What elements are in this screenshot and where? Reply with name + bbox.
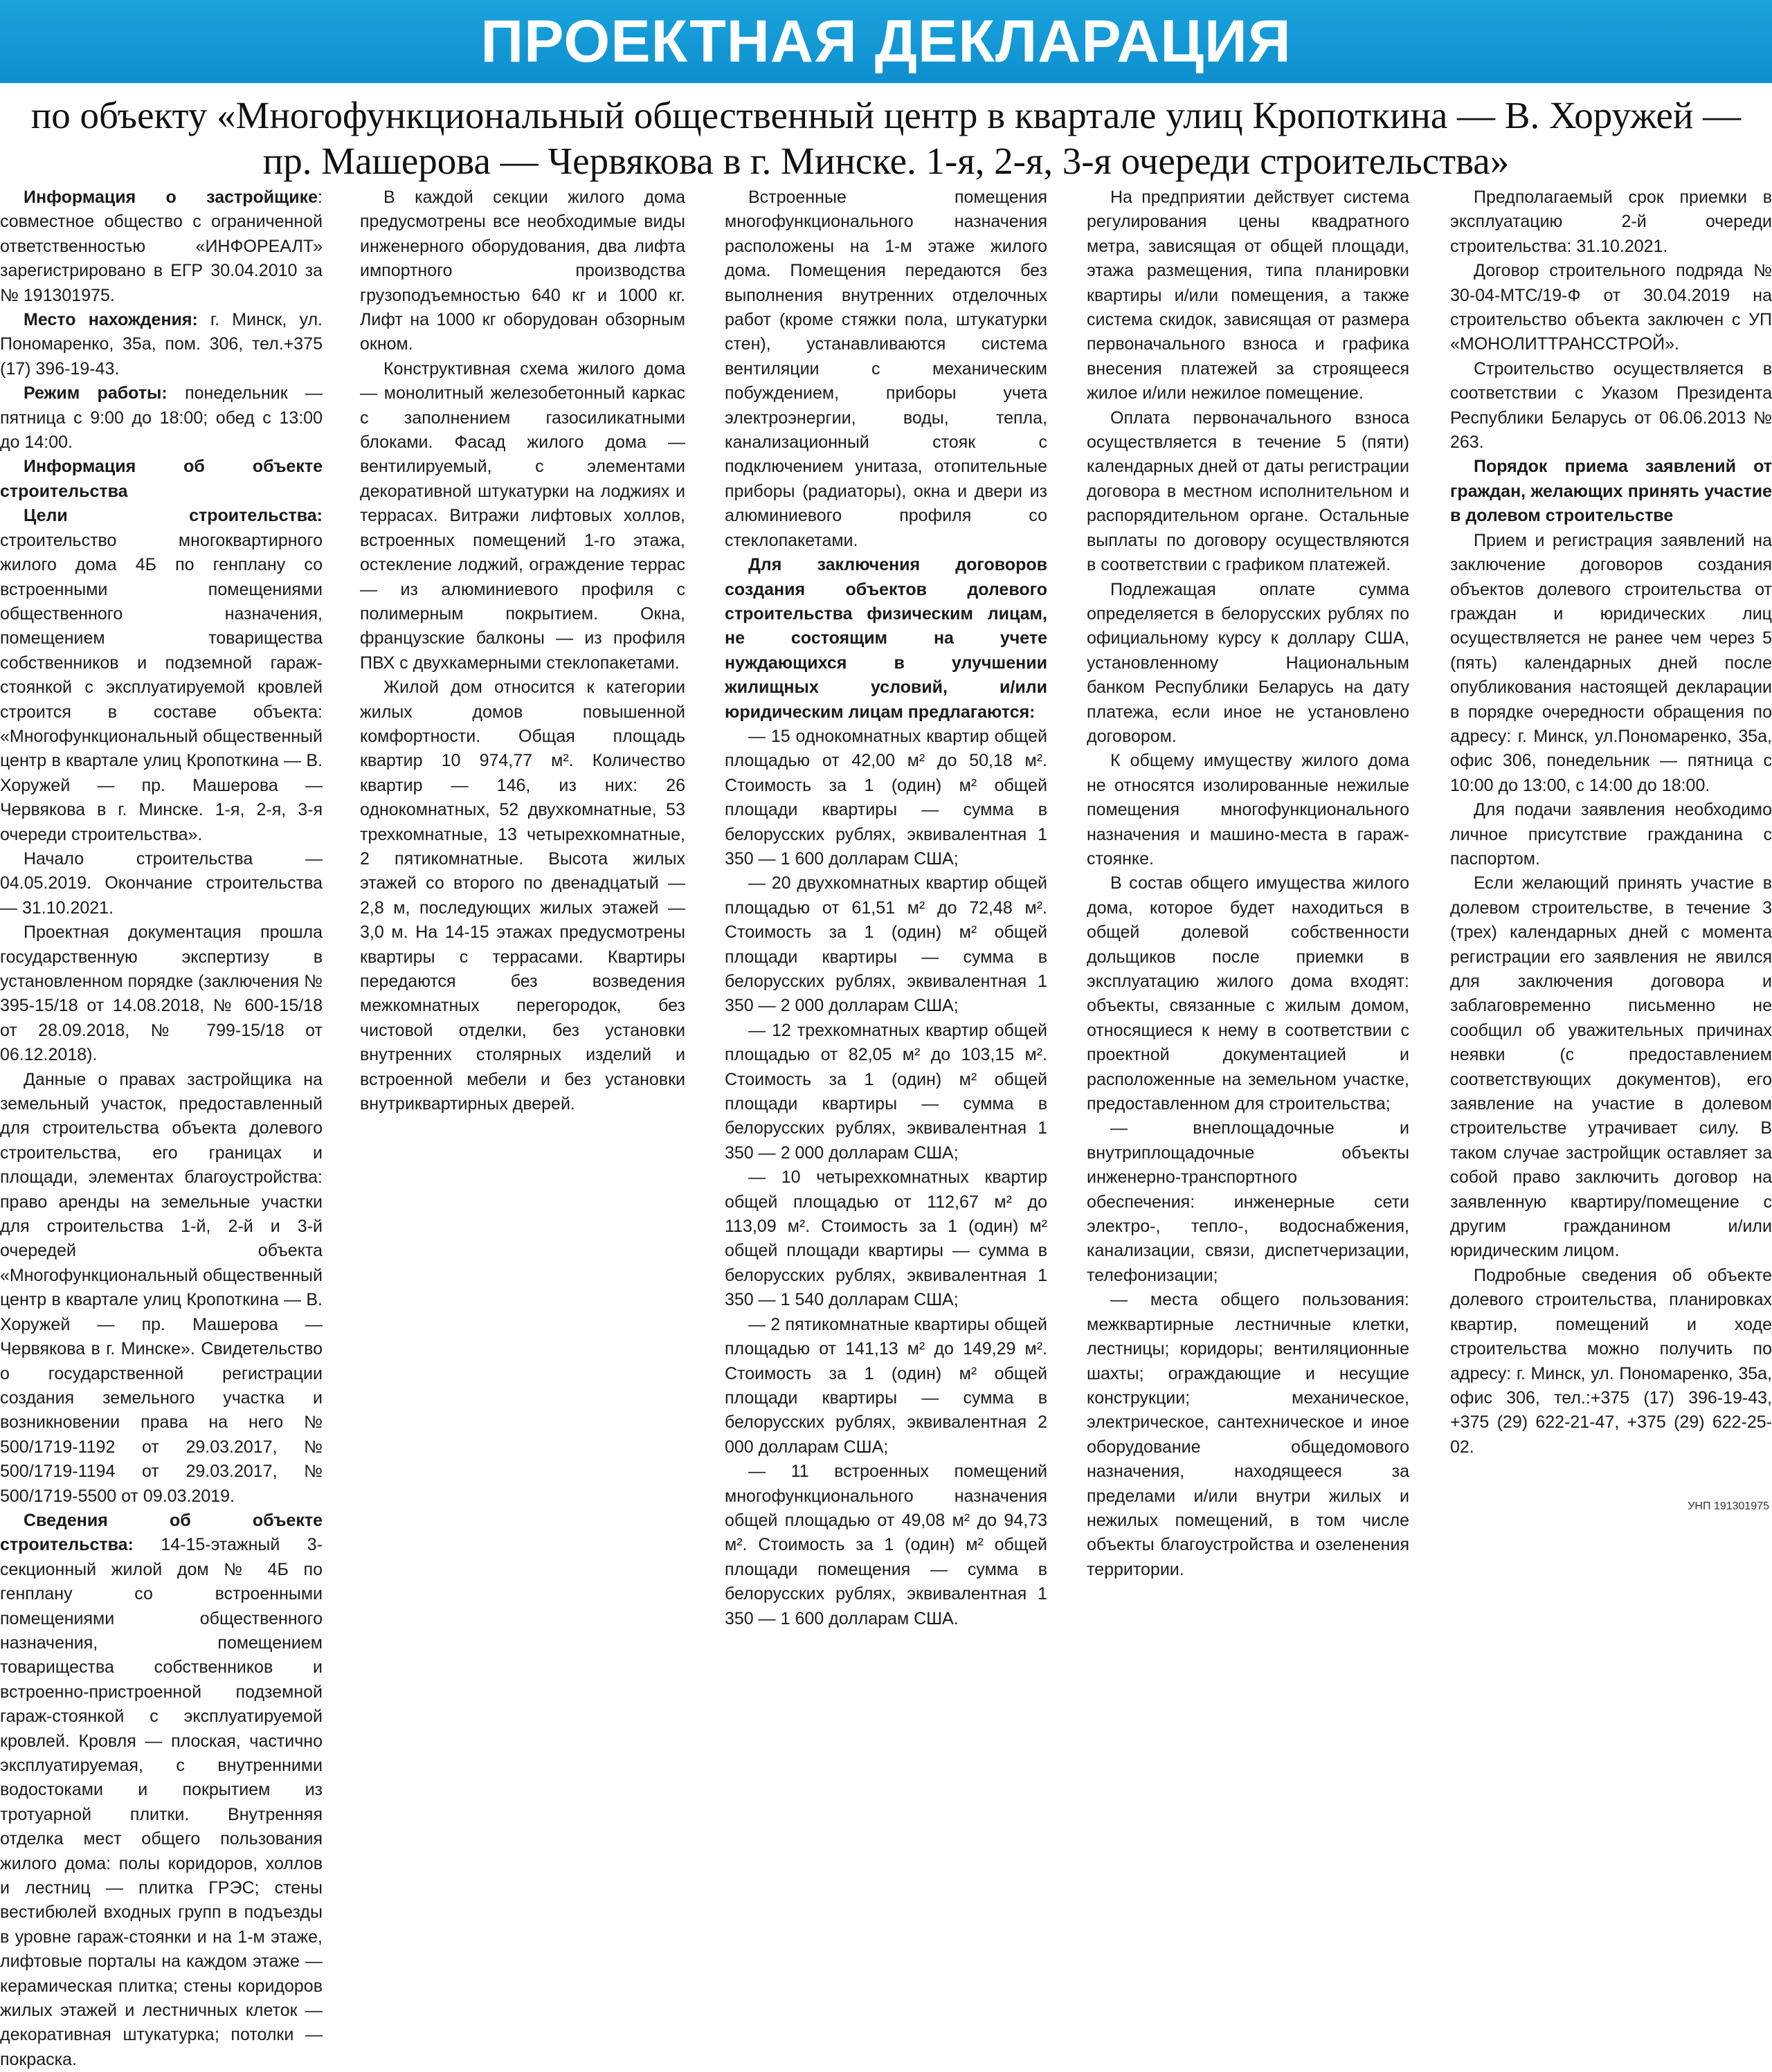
location-heading: Место нахождения: [24, 310, 198, 330]
personal-presence: Для подачи заявления необходимо личное присутствие гражданина с паспортом. [1450, 800, 1772, 869]
contact-details: Подробные сведения об объекте долевого строительства, планировках квартир, помещений и ходе строительства можно получить по адресу: г. Минск, ул. Пономаренко, 35а, офис 306, тел.:+375 (17) 396-19-43, +375 (29) 622-21-47, +375 (29) 622-25-02. [1450, 1265, 1772, 1457]
land-rights: Данные о правах застройщика на земельный участок, предоставленный для строительства объекта долевого строительства, его границах и площади, элементах благоустройства: право аренды на земельные участки для строительства 1-й, 2-й и 3-й очередей объекта «Многофункциональный общественный центр в квартале улиц Кропоткина — В. Хоружей — пр. Машерова — Червякова в г. Минске». Свидетельство о государственной регистрации создания земельного участка и возникновении права на него № 500/1719-1192 от 29.03.2017, № 500/1719-1194 от 29.03.2017, № 500/1719-5500 от 09.03.2019. [0, 1069, 323, 1506]
title-banner [0, 0, 1772, 83]
offer-premises: — 11 встроенных помещений многофункционального назначения общей площадью от 49,08 м² до 94,73 м². Стоимость за 1 (один) м² общей площади помещения — сумма в белорусских рублях, эквивалентная 1 350 — 1 600 долларам США. [725, 1462, 1047, 1628]
page-title: ПРОЕКТНАЯ ДЕКЛАРАЦИЯ [480, 8, 1292, 75]
offer-4-room: — 10 четырехкомнатных квартир общей площадью от 112,67 м² до 113,09 м². Стоимость за 1 (один) м² общей площади квартиры — сумма в белорусских рублях, эквивалентная 1 350 — 1 540 долларам США; [725, 1167, 1047, 1310]
developer-info-heading: Информация о застройщике [24, 188, 318, 207]
apartment-summary: Жилой дом относится к категории жилых домов повышенной комфортности. Общая площадь квартир 10 974,77 м². Количество квартир — 146, из них: 26 однокомнатных, 52 двухкомнатные, 53 трехкомнатные, 13 четырехкомнатные, 2 пятикомнатные. Высота жилых этажей со второго по двенадцатый — 2,8 м, последующих жилых этажей — 3,0 м. На 14-15 этажах предусмотрены квартиры с террасами. Квартиры передаются без возведения межкомнатных перегородок, без чистовой отделки, без установки внутренних столярных изделий и встроенной мебели и без установки внутриквартирных дверей. [360, 678, 685, 1114]
common-areas: — места общего пользования: межквартирные лестничные клетки, лестницы; коридоры; вентиляционные шахты; ограждающие и несущие конструкции; механическое, электрическое, сантехническое и иное оборудование общедомового назначения, находящееся за пределами и/или внутри жилых и нежилых помещений, в том числе объекты благоустройства и озеленения территории. [1087, 1290, 1409, 1579]
initial-payment: Оплата первоначального взноса осуществляется в течение 5 (пяти) календарных дней от даты регистрации договора в местном исполнительном и распорядительном органе. Остальные выплаты по договору осуществляются в соответствии с графиком платежей. [1087, 408, 1409, 575]
object-details-heading: Сведения об объекте строительства: [0, 1510, 323, 1555]
location-info: Место нахождения: г. Минск, ул. Пономаренко, 35а, пом. 306, тел.+375 (17) 396-19-43. [0, 310, 323, 379]
offer-2-room: — 20 двухкомнатных квартир общей площадью от 61,51 м² до 72,48 м². Стоимость за 1 (один) м² общей площади квартиры — сумма в белорусских рублях, эквивалентная 1 350 — 2 000 долларам США; [725, 873, 1047, 1016]
acceptance-date: Предполагаемый срок приемки в эксплуатацию 2-й очереди строительства: 31.10.2021. [1450, 188, 1772, 256]
offer-heading: Для заключения договоров создания объектов долевого строительства физическим лицам, не состоящим на учете нуждающихся в улучшении жилищных условий, и/или юридическим лицам предлагаются: [725, 555, 1047, 722]
common-property-exclusions: К общему имуществу жилого дома не относятся изолированные нежилые помещения многофункционального назначения и машино-места в гараж-стоянке. [1087, 751, 1409, 869]
column-4 [1087, 185, 1409, 1579]
construction-goals-heading: Цели строительства: [24, 506, 323, 526]
construction-dates: Начало строительства — 04.05.2019. Окончание строительства — 31.10.2021. [0, 848, 323, 918]
developer-info: Информация о застройщике: совместное общество с ограниченной ответственностью «ИНФОРЕАЛТ» зарегистрировано в ЕГР 30.04.2010 за № 191301975. [0, 188, 323, 305]
payment-currency: Подлежащая оплате сумма определяется в белорусских рублях по официальному курсу к доллару США, установленному Национальным банком Республики Беларусь на дату платежа, если иное не установлено договором. [1087, 579, 1409, 746]
subtitle-line-1: по объекту «Многофункциональный общественный центр в квартале улиц Кропоткина — В. Хоружей — [30, 94, 1742, 136]
legal-basis: Строительство осуществляется в соответствии с Указом Президента Республики Беларусь от 06.06.2013 № 263. [1450, 358, 1772, 453]
object-details: Сведения об объекте строительства: 14-15-этажный 3-секционный жилой дом № 4Б по генплану со встроенными помещениями общественного назначения, помещением товарищества собственников и встроенно-пристроенной подземной гараж-стоянкой с эксплуатируемой кровлей. Кровля — плоская, частично эксплуатируемая, с внутренними водостоками и покрытием из тротуарной плитки. Внутренняя отделка мест общего пользования жилого дома: полы коридоров, холлов и лестниц — плитка ГРЭС; стены вестибюлей входных групп в подъезды в уровне гараж-стоянки и на 1-м этаже, лифтовые порталы на каждом этаже — керамическая плитка; стены коридоров жилых этажей и лестничных клеток — декоративная штукатурка; потолки — покраска. [0, 1510, 323, 2069]
construction-contract: Договор строительного подряда № 30-04-МТС/19-Ф от 30.04.2019 на строительство объекта заключен с УП «МОНОЛИТТРАНССТРОЙ». [1450, 261, 1772, 354]
structural-scheme: Конструктивная схема жилого дома — монолитный железобетонный каркас с заполнением газосиликатными блоками. Фасад жилого дома — вентилируемый, с элементами декоративной штукатурки на лоджиях и террасах. Витражи лифтовых холлов, встроенных помещений 1-го этажа, остекление лоджий, ограждение террас — из алюминиевого профиля с полимерным покрытием. Окна, французские балконы — из профиля ПВХ с двухкамерными стеклопакетами. [360, 358, 685, 673]
price-regulation: На предприятии действует система регулирования цены квадратного метра, зависящая от общей площади, этажа размещения, типа планировки квартиры и/или помещения, а также система скидок, зависящая от размера первоначального взноса и графика внесения платежей за строящееся жилое и/или нежилое помещение. [1087, 188, 1409, 403]
no-show-rule: Если желающий принять участие в долевом строительстве, в течение 3 (трех) календарных дней с момента регистрации его заявления не явился для заключения договора и заблаговременно письменно не сообщил об уважительных причинах неявки (с предоставлением соответствующих документов), его заявление на участие в долевом строительстве утрачивает силу. В таком случае застройщик оставляет за собой право заключить договор на заявленную квартиру/помещение с другим гражданином и/или юридическим лицом. [1450, 873, 1772, 1261]
offer-1-room: — 15 однокомнатных квартир общей площадью от 42,00 м² до 50,18 м². Стоимость за 1 (один) м² общей площади квартиры — сумма в белорусских рублях, эквивалентная 1 350 — 1 600 долларам США; [725, 726, 1047, 869]
column-1 [0, 185, 323, 2069]
column-5 [1450, 185, 1772, 1507]
object-info-heading: Информация об объекте строительства [0, 457, 323, 501]
column-2 [360, 185, 685, 1507]
commercial-premises: Встроенные помещения многофункционального назначения расположены на 1-м этаже жилого дома. Помещения передаются без выполнения внутренних отделочных работ (кроме стяжки пола, штукатурки стен), устанавливаются система вентиляции с механическим побуждением, приборы учета электроэнергии, воды, тепла, канализационный стояк с подключением унитаза, отопительные приборы (радиаторы), окна и двери из алюминиевого профиля со стеклопакетами. [725, 188, 1047, 550]
working-hours: Режим работы: понедельник — пятница с 9:00 до 18:00; обед с 13:00 до 14:00. [0, 383, 323, 453]
offer-3-room: — 12 трехкомнатных квартир общей площадью от 82,05 м² до 103,15 м². Стоимость за 1 (один) м² общей площади квартиры — сумма в белорусских рублях, эквивалентная 1 350 — 2 000 долларам США; [725, 1020, 1047, 1163]
project-expertise: Проектная документация прошла государственную экспертизу в установленном порядке (заключения № 395-15/18 от 14.08.2018, № 600-15/18 от 28.09.2018, № 799-15/18 от 06.12.2018). [0, 923, 323, 1065]
engineering-objects: — внеплощадочные и внутриплощадочные объекты инженерно-транспортного обеспечения: инженерные сети электро-, тепло-, водоснабжения, канализации, связи, диспетчеризации, телефонизации; [1087, 1118, 1409, 1285]
column-3 [725, 185, 1047, 1628]
page-subtitle [0, 93, 1772, 184]
construction-goals: Цели строительства: строительство многоквартирного жилого дома 4Б по генплану со встроенными помещениями общественного назначения, помещением товарищества собственников и подземной гараж-стоянкой с эксплуатируемой кровлей строится в составе объекта: «Многофункциональный общественный центр в квартале улиц Кропоткина — В. Хоружей — пр. Машерова — Червякова в г. Минске. 1-я, 2-я, 3-я очереди строительства». [0, 506, 323, 844]
common-property: В состав общего имущества жилого дома, которое будет находиться в общей долевой собственности дольщиков после приемки в эксплуатацию жилого дома входят: объекты, связанные с жилым домом, относящиеся к нему в соответствии с проектной документацией и расположенные на земельном участке, предоставленном для строительства; [1087, 873, 1409, 1114]
offer-5-room: — 2 пятикомнатные квартиры общей площадью от 141,13 м² до 149,29 м². Стоимость за 1 (один) м² общей площади квартиры — сумма в белорусских рублях, эквивалентная 2 000 долларам США; [725, 1314, 1047, 1457]
tax-id-code: УНП 191301975 [1688, 1500, 1769, 1512]
engineering-equipment: В каждой секции жилого дома предусмотрены все необходимые виды инженерного оборудования, два лифта импортного производства грузоподъемностью 640 кг и 1000 кг. Лифт на 1000 кг оборудован обзорным окном. [360, 188, 685, 354]
application-procedure-heading: Порядок приема заявлений от граждан, желающих принять участие в долевом строительстве [1450, 457, 1772, 526]
article-body [0, 185, 1772, 2069]
working-hours-heading: Режим работы: [24, 383, 168, 403]
subtitle-line-2: пр. Машерова — Червякова в г. Минске. 1-я, 2-я, 3-я очереди строительства» [262, 140, 1510, 182]
application-registration: Прием и регистрация заявлений на заключение договоров создания объектов долевого строительства от граждан и юридических лиц осуществляется не ранее чем через 5 (пять) календарных дней после опубликования настоящей декларации в порядке очередности обращения по адресу: г. Минск, ул.Пономаренко, 35а, офис 306, понедельник — пятница с 10:00 до 13:00, с 14:00 до 18:00. [1450, 530, 1772, 795]
